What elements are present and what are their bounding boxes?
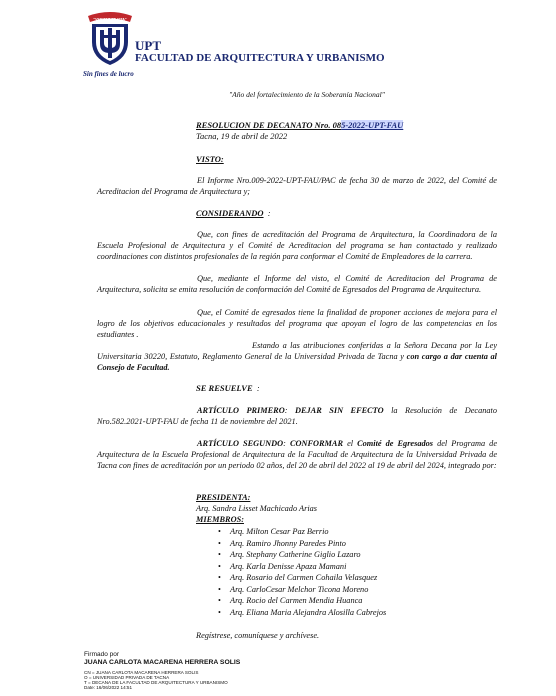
visto-heading: VISTO: — [196, 154, 224, 164]
visto-text: El Informe Nro.009-2022-UPT-FAU/PAC de fecha 30 de marzo de 2022, del Comité de Acreditacion del Programa de Arquitectura y; — [97, 176, 497, 197]
member-item: • Arq. Karla Denisse Apaza Mamani — [230, 561, 386, 573]
signed-by-label: Firmado por — [84, 651, 120, 658]
president-label: PRESIDENTA: — [196, 493, 251, 502]
member-item: • Arq. Ramiro Jhonny Paredes Pinto — [230, 538, 386, 550]
faculty-name: FACULTAD DE ARQUITECTURA Y URBANISMO — [135, 52, 385, 64]
university-short-name: UPT — [135, 38, 161, 53]
resolution-title: RESOLUCION DE DECANATO Nro. 085-2022-UPT-FAU — [196, 120, 404, 130]
signature-title: T = DECANA DE LA FACULTAD DE ARQUITECTURA Y URBANISMO — [84, 680, 228, 685]
considerando-heading: CONSIDERANDO : — [196, 208, 271, 218]
resuelve-heading: SE RESUELVE : — [196, 383, 260, 393]
member-item: • Arq. Eliana Maria Alejandra Alosilla Cabrejos — [230, 607, 386, 619]
considerando-paragraph-1: Que, con fines de acreditación del Programa de Arquitectura, la Coordinadora de la Escuela Profesional de Arquitectura y el Comité de Acreditacion del programa se han contactado y realizado coordinaciones con distintos profesionales de la región para conformar el Comité de Empleadores de la carrera. — [97, 230, 497, 262]
signature-organization: O = UNIVERSIDAD PRIVADA DE TACNA — [84, 675, 170, 680]
member-item: • Arq. Milton Cesar Paz Berrio — [230, 526, 386, 538]
logo-banner-text: "VERITAS ET VITA" — [93, 17, 127, 22]
signature-date: Date: 16/06/2022 14:51 — [84, 685, 133, 690]
considerando-paragraph-4: Estando a las atribuciones conferidas a la Señora Decana por la Ley Universitaria 30220, Estatuto, Reglamento General de la Universidad Privada de Tacna y con cargo a dar cuenta al Consejo de Facultad. — [97, 341, 497, 373]
resolution-date: Tacna, 19 de abril de 2022 — [196, 131, 288, 141]
logo-tagline: Sin fines de lucro — [83, 70, 134, 78]
considerando-paragraph-2: Que, mediante el Informe del visto, el Comité de Acreditacion del Programa de Arquitectura, solicita se emita resolución de conformación del Comité de Egresados del Programa de Arquitectura. — [97, 274, 497, 295]
closing-text: Regístrese, comuníquese y archívese. — [196, 631, 320, 640]
digital-signature — [84, 651, 240, 690]
article-second: ARTÍCULO SEGUNDO: CONFORMAR el Comité de Egresados del Programa de Arquitectura de la Escuela Profesional de Arquitectura de la Facultad de Arquitectura de la Universidad Privada de Tacna con fines de acreditación por un periodo 02 años, del 20 de abril del 2022 al 19 de abril del 2024, integrado por: — [97, 439, 498, 471]
year-motto: "Año del fortalecimiento de la Soberanía Nacional" — [229, 90, 385, 99]
article-first: ARTÍCULO PRIMERO: DEJAR SIN EFECTO la Resolución de Decanato Nro.582.2021-UPT-FAU de fecha 11 de noviembre del 2021. — [97, 406, 497, 427]
considerando-paragraph-3: Que, el Comité de egresados tiene la finalidad de proponer acciones de mejora para el logro de los objetivos educacionales y resultados del programa que apoyan el logro de las competencias en los estudiantes . — [97, 308, 497, 340]
member-item: • Arq. Stephany Catherine Giglio Lazaro — [230, 549, 386, 561]
member-item: • Arq. CarloCesar Melchor Ticona Moreno — [230, 584, 386, 596]
members-label: MIEMBROS: — [196, 515, 244, 524]
member-item: • Arq. Rosario del Carmen Cohaila Velasquez — [230, 572, 386, 584]
signature-cn: CN = JUANA CARLOTA MACARENA HERRERA SOLIS — [84, 670, 199, 675]
member-item: • Arq. Rocio del Carmen Mendia Huanca — [230, 595, 386, 607]
university-logo — [84, 10, 136, 68]
members-list — [230, 526, 386, 618]
president-name: Arq. Sandra Lisset Machicado Arias — [196, 504, 317, 513]
signer-name: JUANA CARLOTA MACARENA HERRERA SOLIS — [84, 659, 241, 666]
